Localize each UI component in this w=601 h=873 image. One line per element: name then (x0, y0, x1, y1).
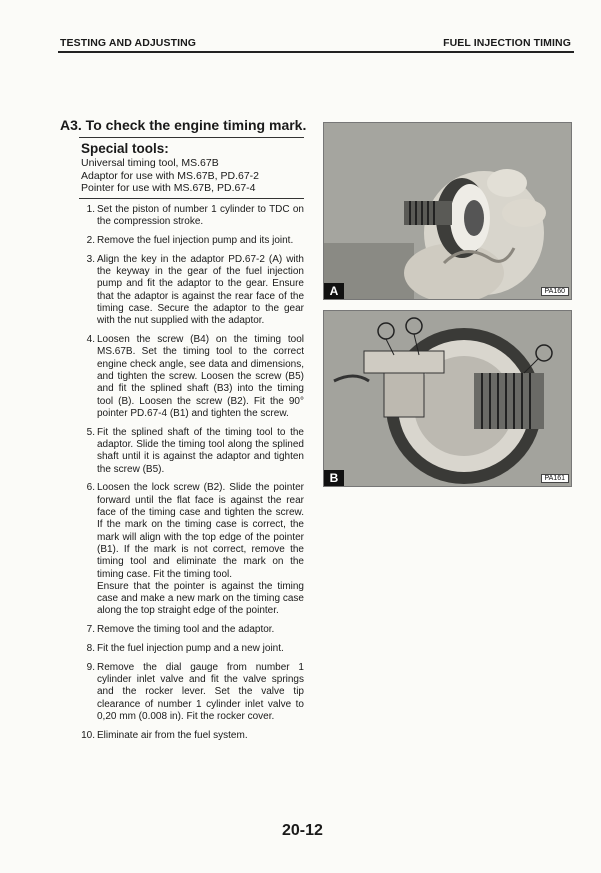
step-text: Remove the timing tool and the adaptor. (97, 624, 275, 636)
step-number: 9. (86, 661, 95, 673)
figure-letter: B (324, 470, 344, 486)
header-section-title: TESTING AND ADJUSTING (60, 37, 197, 49)
step-item (86, 643, 304, 655)
step-item (86, 426, 304, 476)
step-number: 10. (81, 729, 95, 741)
tool-item: Pointer for use with MS.67B, PD.67-4 (81, 182, 256, 194)
step-text: Fit the splined shaft of the timing tool to the adaptor. Slide the timing tool along the splined shaft until it is against the adaptor and tighten the screw (B5). (97, 426, 304, 475)
header-rule (58, 51, 574, 53)
step-text: Fit the fuel injection pump and a new joint. (97, 643, 284, 654)
figure-b-timing-tool-photo (323, 310, 572, 487)
step-item (86, 334, 304, 420)
step-text: Set the piston of number 1 cylinder to TDC on the compression stroke. (97, 204, 304, 228)
figure-a-adaptor-photo (323, 122, 572, 300)
step-text: Remove the dial gauge from number 1 cylinder inlet valve and fit the valve springs and the rocker lever. Set the valve tip clearance of number 1 cylinder inlet valve to 0,20 mm (0.008 in). Fit the rocker cover. (97, 661, 304, 722)
step-number: 5. (86, 426, 95, 438)
step-text: Align the key in the adaptor PD.67-2 (A) with the keyway in the gear of the fuel injection pump and fit the adaptor to the gear. Ensure that the adaptor is against the rear face of the timing case. Secure the adaptor to the gear with the nut supplied with the adaptor. (97, 253, 304, 327)
step-text: Loosen the lock screw (B2). Slide the pointer forward until the flat face is against the rear face of the timing case and tighten the screw. If the mark on the timing case is correct, the mark will align with the top edge of the pointer (B1). If the mark is not correct, remove the timing tool and eliminate the mark on the timing case. Fit the timing tool. (97, 482, 304, 580)
step-text: Remove the fuel injection pump and its joint. (97, 235, 294, 247)
step-text: Eliminate air from the fuel system. (97, 729, 248, 741)
step-item (86, 661, 304, 723)
step-item (86, 624, 304, 636)
section-title: A3. To check the engine timing mark. (60, 117, 307, 133)
figure-code: PA160 (541, 287, 570, 296)
title-rule (79, 137, 304, 138)
step-item (86, 253, 304, 328)
step-number: 4. (86, 334, 95, 346)
step-number: 8. (86, 643, 95, 654)
tool-item: Adaptor for use with MS.67B, PD.67-2 (81, 169, 260, 182)
procedure-steps (81, 204, 304, 749)
step-text: Loosen the screw (B4) on the timing tool MS.67B. Set the timing tool to the correct engine check angle, see data and dimensions, and tighten the screw. Loosen the screw (B5) and fit the splined shaft (B3) into the timing tool (B). Loosen the screw (B2). Fit the 90° pointer PD.67-4 (B1) and tighten the screw. (97, 334, 304, 419)
step-item (86, 235, 304, 247)
figure-code: PA161 (541, 474, 570, 483)
step-item (81, 729, 304, 742)
tools-rule (79, 198, 304, 199)
timing-tool-photo-illustration (324, 311, 571, 486)
step-item (86, 482, 304, 617)
step-number: 1. (86, 204, 95, 215)
step-number: 7. (86, 624, 95, 636)
special-tools-heading: Special tools: (81, 141, 169, 156)
header-topic-title: FUEL INJECTION TIMING (443, 37, 571, 49)
step-note: Ensure that the pointer is against the timing case and make a new mark on the timing case along the top straight edge of the pointer. (97, 580, 304, 617)
step-number: 2. (86, 235, 95, 247)
step-number: 6. (86, 482, 95, 494)
step-item (86, 204, 304, 229)
adaptor-photo-illustration (324, 123, 571, 299)
figure-letter: A (324, 283, 344, 299)
page-number: 20-12 (282, 822, 323, 839)
tool-item: Universal timing tool, MS.67B (81, 157, 219, 169)
step-number: 3. (86, 253, 95, 265)
special-tools-list (81, 157, 259, 195)
